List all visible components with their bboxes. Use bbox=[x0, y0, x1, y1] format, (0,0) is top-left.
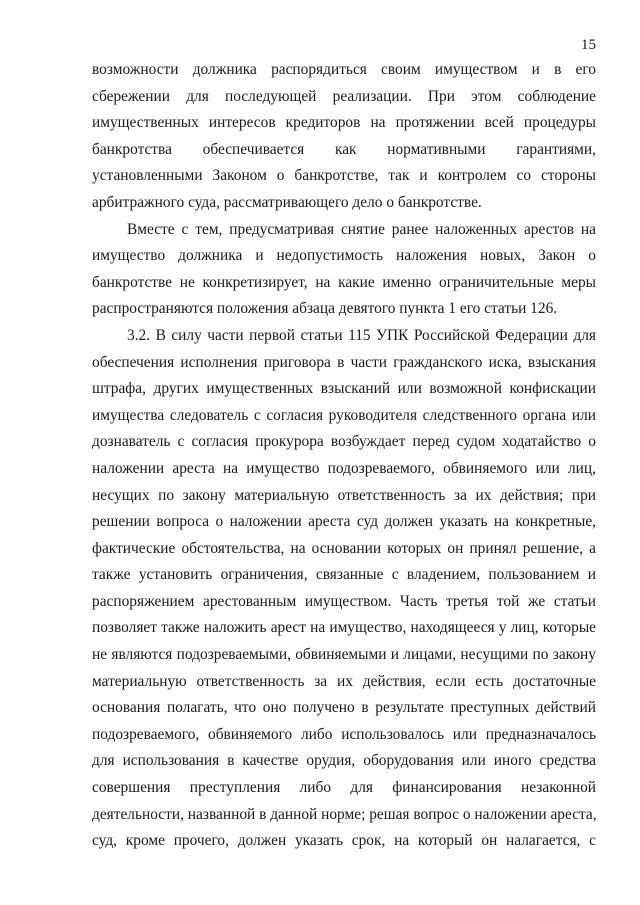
text-line: сбережении для последующей реализации. При этом соблюдение bbox=[92, 87, 596, 105]
text-line: установленными Законом о банкротстве, так и контролем со стороны bbox=[92, 167, 596, 185]
text-line: суд, кроме прочего, должен указать срок, на который он налагается, с bbox=[92, 832, 596, 850]
text-line: для использования в качестве орудия, оборудования или иного средства bbox=[92, 752, 596, 770]
text-line: имущество должника и недопустимость наложения новых, Закон о bbox=[92, 247, 596, 265]
text-line: распространяются положения абзаца девятого пункта 1 его статьи 126. bbox=[92, 300, 558, 318]
text-line: имущественных интересов кредиторов на протяжении всей процедуры bbox=[92, 114, 596, 132]
text-line: подозреваемого, обвиняемого либо использовалось или предназначалось bbox=[92, 725, 596, 743]
paragraph bbox=[92, 217, 596, 323]
text-line: позволяет также наложить арест на имущество, находящееся у лиц, которые bbox=[92, 619, 596, 637]
text-line: основания полагать, что оно получено в результате преступных действий bbox=[92, 699, 596, 717]
text-line: банкротстве не конкретизирует, на какие именно ограничительные меры bbox=[92, 273, 596, 291]
text-line: банкротства обеспечивается как нормативными гарантиями, bbox=[92, 140, 596, 158]
text-line: имущества следователь с согласия руководителя следственного органа или bbox=[92, 406, 596, 424]
text-line: несущих по закону материальную ответственность за их действия; при bbox=[92, 486, 596, 504]
document-body bbox=[92, 57, 596, 855]
paragraph bbox=[92, 323, 596, 855]
text-line: дознаватель с согласия прокурора возбуждает перед судом ходатайство о bbox=[92, 433, 596, 451]
text-line: решении вопроса о наложении ареста суд должен указать на конкретные, bbox=[92, 513, 596, 531]
text-line: 3.2. В силу части первой статьи 115 УПК Российской Федерации для bbox=[127, 326, 596, 344]
text-line: наложении ареста на имущество подозреваемого, обвиняемого или лиц, bbox=[92, 459, 596, 477]
text-line: также установить ограничения, связанные с владением, пользованием и bbox=[92, 566, 596, 584]
text-line: Вместе с тем, предусматривая снятие ранее наложенных арестов на bbox=[127, 220, 596, 238]
text-line: обеспечения исполнения приговора в части гражданского иска, взыскания bbox=[92, 353, 596, 371]
text-line: совершения преступления либо для финансирования незаконной bbox=[92, 779, 596, 797]
text-line: распоряжением арестованным имуществом. Часть третья той же статьи bbox=[92, 592, 596, 610]
page-number: 15 bbox=[581, 37, 596, 53]
text-line: штрафа, других имущественных взысканий или возможной конфискации bbox=[92, 380, 596, 398]
text-line: фактические обстоятельства, на основании которых он принял решение, а bbox=[92, 539, 596, 557]
text-line: не являются подозреваемыми, обвиняемыми и лицами, несущими по закону bbox=[92, 646, 596, 664]
paragraph bbox=[92, 57, 596, 217]
text-line: материальную ответственность за их действия, если есть достаточные bbox=[92, 672, 596, 690]
text-line: возможности должника распорядиться своим имуществом и в его bbox=[92, 61, 596, 78]
text-line: деятельности, названной в данной норме; решая вопрос о наложении ареста, bbox=[92, 805, 597, 823]
text-line: арбитражного суда, рассматривающего дело о банкротстве. bbox=[92, 193, 482, 211]
